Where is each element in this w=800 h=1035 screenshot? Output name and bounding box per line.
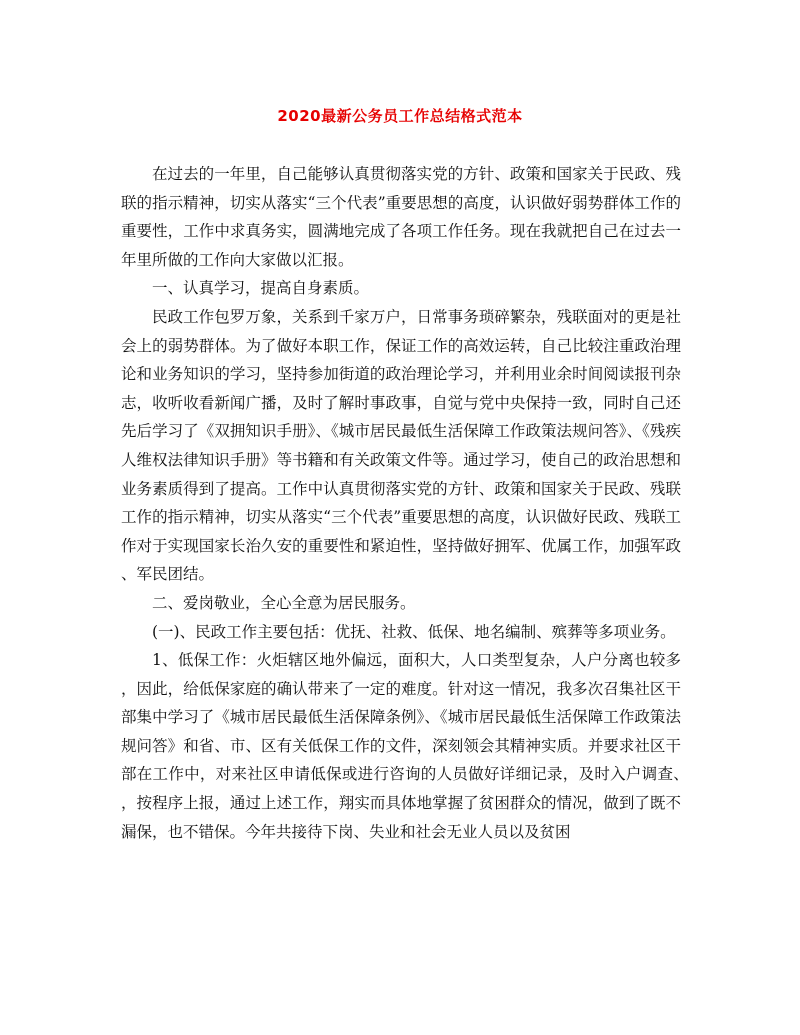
paragraph-civil-affairs-scope: (一)、民政工作主要包括：优抚、社救、低保、地名编制、殡葬等多项业务。	[152, 622, 676, 641]
section-heading-2: 二、爱岗敬业，全心全意为居民服务。	[152, 593, 416, 612]
paragraph-study: 民政工作包罗万象，关系到千家万户，日常事务琐碎繁杂，残联面对的更是社会上的弱势群体。为了做好本职工作，保证工作的高效运转，自己比较注重政治理论和业务知识的学习，坚持参加街道的政治理论学习，并利用业余时间阅读报刊杂志，收听收看新闻广播，及时了解时事政事，自觉与党中央保持一致，同时自己还先后学习了《双拥知识手册》、《城市居民最低生活保障工作政策法规问答》、《残疾人维权法律知识手册》等书籍和有关政策文件等。通过学习，使自己的政治思想和业务素质得到了提高。工作中认真贯彻落实党的方针、政策和国家关于民政、残联工作的指示精神，切实从落实“三个代表”重要思想的高度，认识做好民政、残联工作对于实现国家长治久安的重要性和紧迫性，坚持做好拥军、优属工作，加强军政、军民团结。	[121, 307, 681, 584]
paragraph-intro: 在过去的一年里，自己能够认真贯彻落实党的方针、政策和国家关于民政、残联的指示精神，切实从落实“三个代表”重要思想的高度，认识做好弱势群体工作的重要性，工作中求真务实，圆满地完成了各项工作任务。现在我就把自己在过去一年里所做的工作向大家做以汇报。	[121, 165, 681, 269]
section-heading-1: 一、认真学习，提高自身素质。	[152, 279, 370, 298]
paragraph-low-income-work: 1、低保工作：火炬辖区地外偏远，面积大，人口类型复杂，人户分离也较多，因此，给低保家庭的确认带来了一定的难度。针对这一情况，我多次召集社区干部集中学习了《城市居民最低生活保障条例》、《城市居民最低生活保障工作政策法规问答》和省、市、区有关低保工作的文件，深刻领会其精神实质。并要求社区干部在工作中，对来社区申请低保或进行咨询的人员做好详细记录，及时入户调查、，按程序上报，通过上述工作，翔实而具体地掌握了贫困群众的情况，做到了既不漏保，也不错保。今年共接待下岗、失业和社会无业人员以及贫困	[121, 651, 681, 841]
document-title: 2020最新公务员工作总结格式范本	[277, 107, 523, 125]
document-body	[121, 160, 681, 846]
